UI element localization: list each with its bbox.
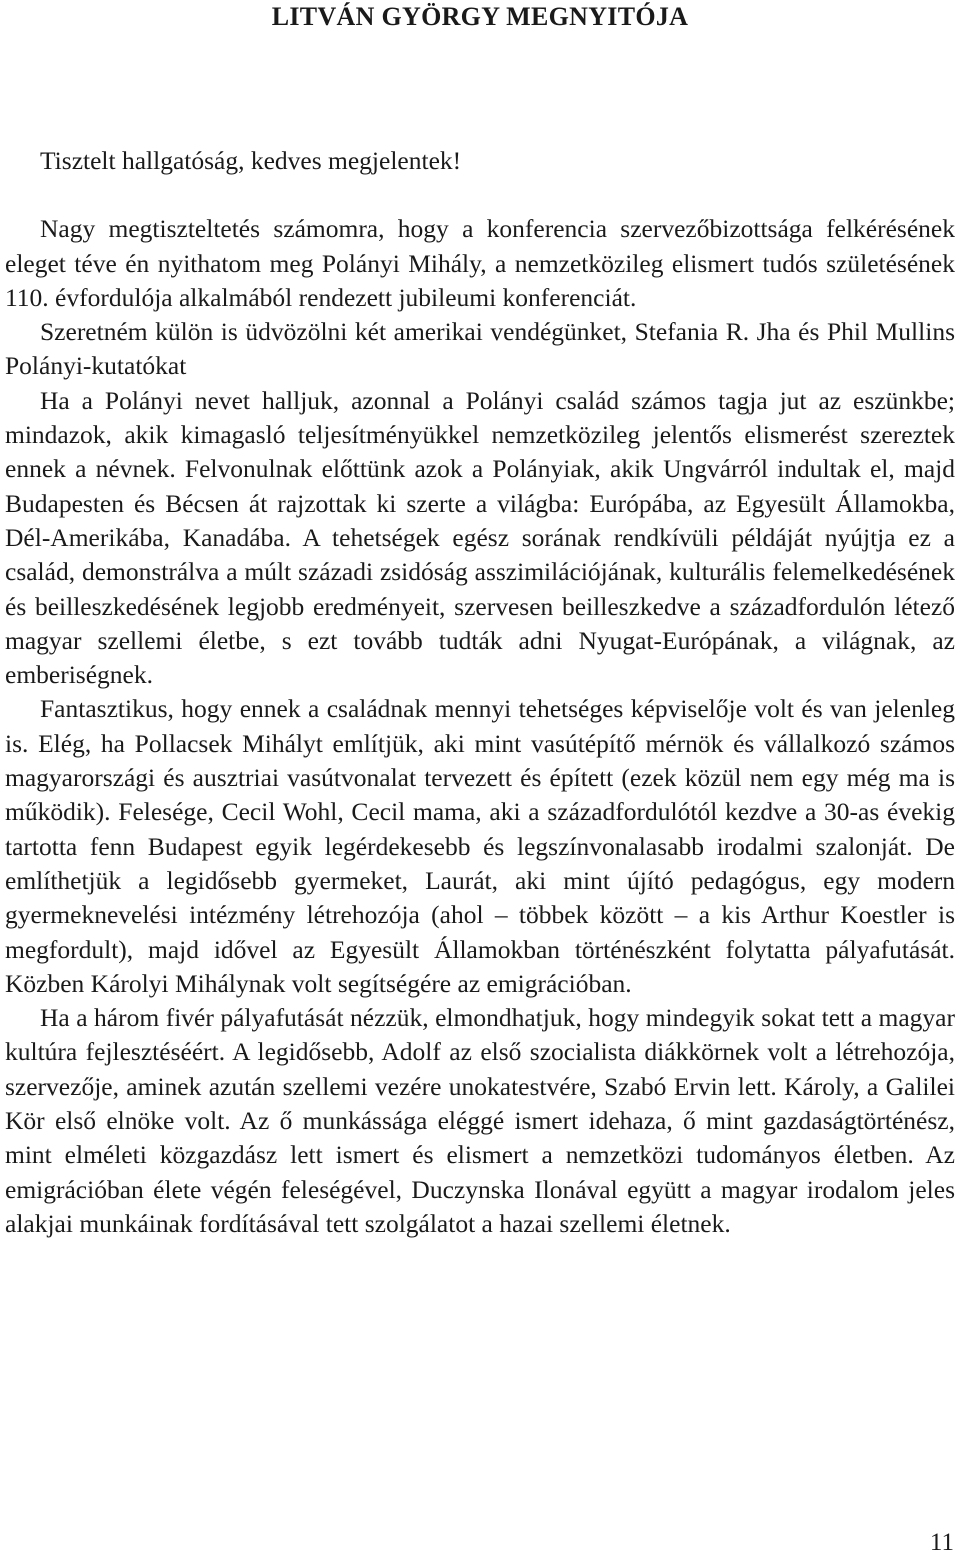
page-title: LITVÁN GYÖRGY MEGNYITÓJA — [271, 2, 689, 31]
greeting-paragraph: Tisztelt hallgatóság, kedves megjelentek! — [40, 146, 462, 175]
body-text — [5, 144, 955, 1241]
paragraph-4: Fantasztikus, hogy ennek a családnak mennyi tehetséges képviselője volt és van jelenleg is. Elég, ha Pollacsek Mihályt említjük, aki mint vasútépítő mérnök és vállalkozó számos magyarországi és ausztriai vasútvonalat tervezett és épített (ezek közül nem egy még ma is működik). Felesége, Cecil Wohl, Cecil mama, aki a századfordulótól kezdve a 30-as évekig tartotta fenn Budapest egyik legérdekesebb és legszínvonalasabb irodalmi szalonját. De említhetjük a legidősebb gyermeket, Laurát, aki mint újító pedagógus, egy modern gyermeknevelési intézmény létrehozója (ahol – többek között – a kis Arthur Koestler is megfordult), majd idővel az Egyesült Államokban történészként folytatta pályafutását. Közben Károlyi Mihálynak volt segítségére az emigrációban. — [5, 694, 955, 998]
paragraph-5: Ha a három fivér pályafutását nézzük, elmondhatjuk, hogy mindegyik sokat tett a magyar kultúra fejlesztéséért. A legidősebb, Adolf az első szocialista diákkörnek volt a létrehozója, szervezője, aminek azután szellemi vezére unokatestvére, Szabó Ervin lett. Károly, a Galilei Kör első elnöke volt. Az ő munkássága eléggé ismert idehaza, ő mint gazdaságtörténész, mint elméleti közgazdász lett ismert és elismert a nemzetközi tudományos életben. Az emigrációban élete végén feleségével, Duczynska Ilonával együtt a magyar irodalom jeles alakjai munkáinak fordításával tett szolgálatot a hazai szellemi életnek. — [5, 1003, 955, 1238]
paragraph-1: Nagy megtiszteltetés számomra, hogy a konferencia szervezőbizottsága felkérésének eleget téve én nyithatom meg Polányi Mihály, a nemzetközileg elismert tudós születésének 110. évfordulója alkalmából rendezett jubileumi konferenciát. — [5, 214, 955, 312]
paragraph-3: Ha a Polányi nevet halljuk, azonnal a Polányi család számos tagja jut az eszünkbe; mindazok, akik kimagasló teljesítményükkel nemzetközileg jelentős elismerést szereztek ennek a névnek. Felvonulnak előttünk azok a Polányiak, akik Ungvárról indultak el, majd Budapesten és Bécsen át rajzottak ki szerte a világba: Európába, az Egyesült Államokba, Dél-Amerikába, Kanadába. A tehetségek egész sorának rendkívüli példáját nyújtja ez a család, demonstrálva a múlt századi zsidóság asszimilációjának, kulturális felemelkedésének és beilleszkedésének legjobb eredményeit, szervesen beilleszkedve a századfordulón létező magyar szellemi életbe, s ezt tovább tudták adni Nyugat-Európának, a világnak, az emberiségnek. — [5, 385, 955, 690]
paragraph-2: Szeretném külön is üdvözölni két amerikai vendégünket, Stefania R. Jha és Phil Mullins Polányi-kutatókat — [5, 317, 955, 381]
page-number: 11 — [929, 1529, 954, 1556]
